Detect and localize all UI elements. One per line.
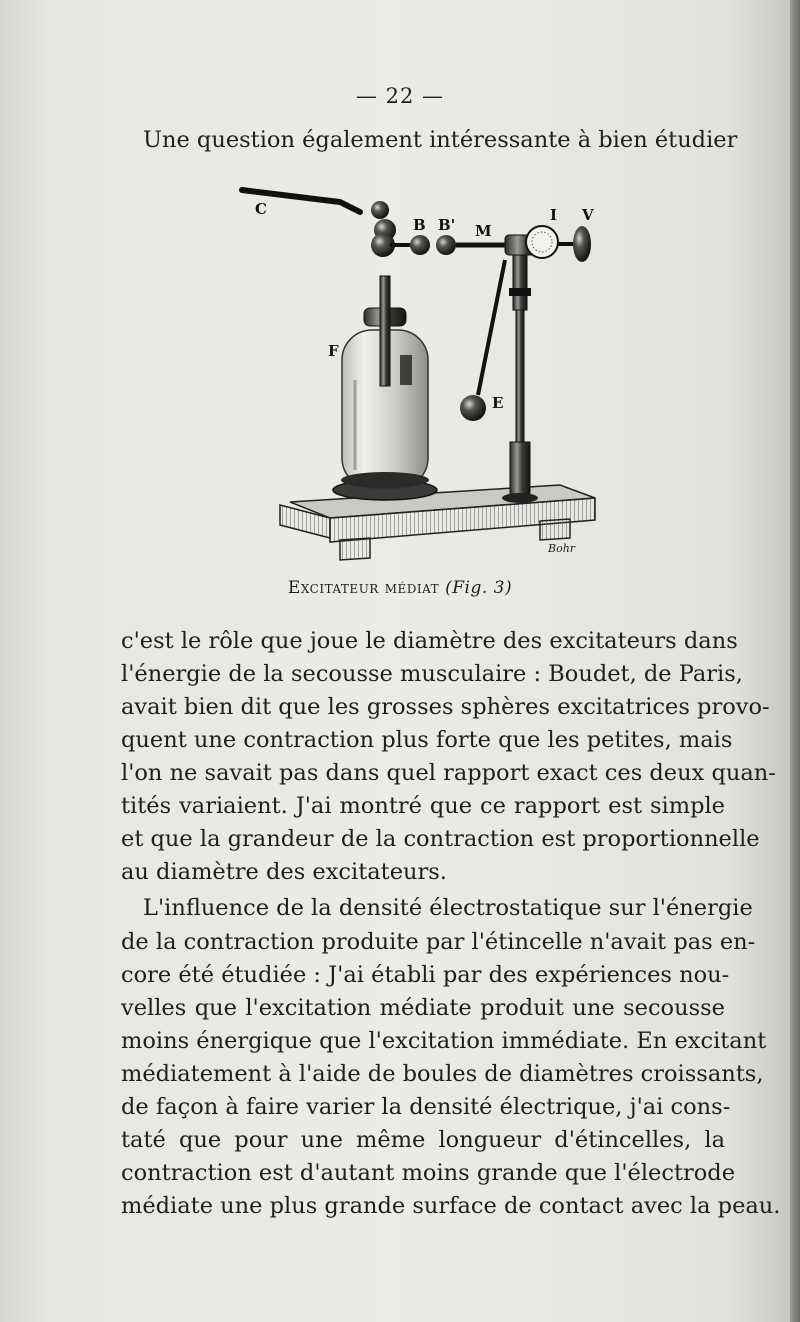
text-line: l'on ne savait pas dans quel rapport exact ces deux quan- [121,760,776,786]
text-line: velles que l'excitation médiate produit une secousse [121,995,725,1021]
engraver-signature: Bohr [548,542,576,555]
text-line: contraction est d'autant moins grande que l'électrode [121,1160,736,1186]
caption-title: Excitateur médiat [287,578,440,598]
label-m: M [475,222,492,240]
label-v: V [582,206,594,224]
text-line: au diamètre des excitateurs. [121,859,447,885]
wooden-base [280,485,595,560]
text-line: de la contraction produite par l'étincelle n'avait pas en- [121,929,756,955]
label-e: E [492,394,504,412]
text-line: c'est le rôle que joue le diamètre des excitateurs dans [121,628,738,654]
text-line: quent une contraction plus forte que les petites, mais [121,727,733,753]
text-line: médiatement à l'aide de boules de diamètres croissants, [121,1061,764,1087]
text-line: avait bien dit que les grosses sphères excitatrices provo- [121,694,770,720]
intro-line: Une question également intéressante à bien étudier [143,127,738,153]
support-stand [460,255,538,503]
text-line: core été étudiée : J'ai établi par des expériences nou- [121,962,730,988]
text-line: l'énergie de la secousse musculaire : Boudet, de Paris, [121,661,743,687]
label-c: C [255,200,267,218]
text-line: moins énergique que l'excitation immédiate. En excitant [121,1028,767,1054]
text-line: L'influence de la densité électrostatique sur l'énergie [143,895,753,921]
text-line: taté que pour une même longueur d'étincelles, la [121,1127,725,1153]
caption-figure-ref: (Fig. 3) [445,578,513,598]
figure-caption [0,578,800,598]
text-line: médiate une plus grande surface de contact avec la peau. [121,1193,781,1219]
text-line: tités variaient. J'ai montré que ce rapport est simple [121,793,725,819]
apparatus-illustration [230,180,630,565]
text-line: et que la grandeur de la contraction est proportionnelle [121,826,760,852]
label-i: I [550,206,558,224]
label-b: B [413,216,426,234]
glass-jar [333,276,437,500]
page-edge-shadow [790,0,800,1322]
text-line: de façon à faire varier la densité électrique, j'ai cons- [121,1094,731,1120]
label-b-prime: B' [438,216,456,234]
page-number: — 22 — [355,84,445,108]
label-f: F [328,342,339,360]
